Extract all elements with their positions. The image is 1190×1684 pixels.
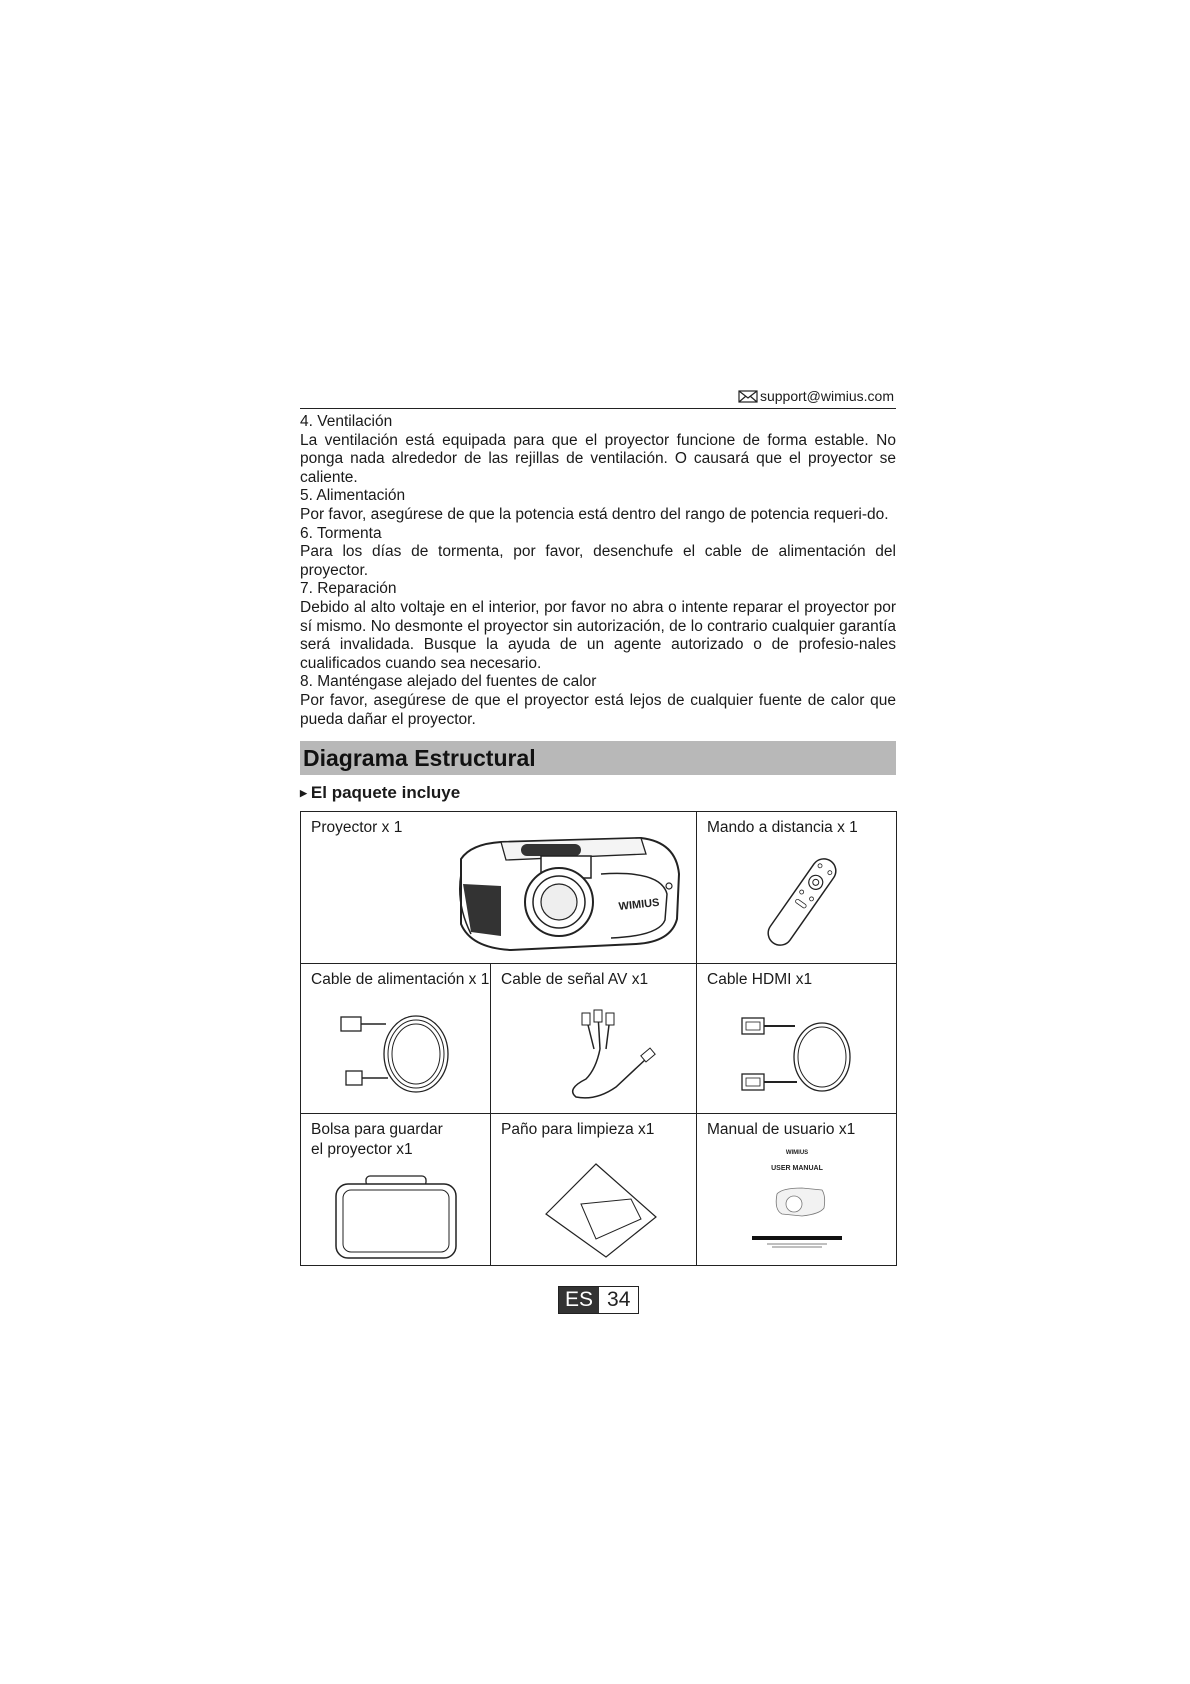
support-email: support@wimius.com [759, 388, 894, 404]
av-cable-illustration [546, 1009, 666, 1104]
remote-label: Mando a distancia x 1 [707, 819, 858, 837]
item-text: La ventilación está equipada para que el proyector funcione de forma estable. No ponga nada alrededor de las rejillas de ventilación. O causará que el proyector se caliente. [300, 431, 896, 486]
package-table [300, 811, 897, 1266]
subheading-text: El paquete incluye [310, 783, 461, 803]
support-contact[interactable] [738, 388, 894, 404]
package-subheading [300, 783, 896, 803]
language-badge: ES [559, 1287, 599, 1313]
item-text: Para los días de tormenta, por favor, desenchufe el cable de alimentación del proyector. [300, 543, 896, 579]
bag-illustration [331, 1174, 461, 1262]
bag-label: Bolsa para guardar el proyector x1 [311, 1121, 443, 1159]
cell-cloth [491, 1114, 697, 1266]
page-header [300, 386, 896, 409]
item-heading: 8. Manténgase alejado del fuentes de calor [300, 673, 597, 691]
cell-manual [697, 1114, 897, 1266]
page-footer [558, 1286, 639, 1314]
item-text: Debido al alto voltaje en el interior, por favor no abra o intente reparar el proyector por sí mismo. No desmonte el proyector sin autorización, de lo contrario cualquier garantía será invalidada. Busque la ayuda de un agente autorizado o de profesio-nales cualificados cuando sea necesario. [300, 598, 896, 672]
hdmi-cable-illustration [737, 1012, 857, 1102]
cell-projector [301, 812, 697, 964]
manual-illustration [722, 1144, 872, 1259]
projector-brand: WIMIUS [618, 896, 661, 914]
cloth-label: Paño para limpieza x1 [501, 1121, 655, 1139]
cloth-illustration [541, 1159, 661, 1259]
manual-brand: WIMIUS [785, 1150, 809, 1157]
triangle-bullet-icon: ▶ [300, 787, 307, 798]
page-number: 34 [599, 1287, 638, 1313]
section-header [300, 741, 896, 775]
manual-label: Manual de usuario x1 [707, 1121, 856, 1139]
cell-hdmi-cable [697, 964, 897, 1114]
manual-page [300, 386, 896, 1266]
remote-illustration [752, 852, 852, 952]
item-heading: 6. Tormenta [300, 524, 382, 542]
item-text: Por favor, asegúrese de que el proyector está lejos de cualquier fuente de calor que pueda dañar el proyector. [300, 691, 896, 728]
item-text: Por favor, asegúrese de que la potencia está dentro del rango de potencia requeri-do. [300, 505, 889, 523]
item-heading: 4. Ventilación [300, 413, 393, 430]
manual-title: USER MANUAL [771, 1165, 823, 1173]
projector-illustration [441, 824, 691, 954]
cell-remote [697, 812, 897, 964]
cell-power-cable [301, 964, 491, 1114]
section-title: Diagrama Estructural [303, 744, 536, 771]
safety-text [300, 413, 896, 729]
power-cable-illustration [336, 1009, 456, 1099]
item-heading: 7. Reparación [300, 580, 397, 598]
cell-av-cable [491, 964, 697, 1114]
av-cable-label: Cable de señal AV x1 [501, 971, 649, 989]
hdmi-cable-label: Cable HDMI x1 [707, 971, 813, 989]
power-cable-label: Cable de alimentación x 1 [311, 971, 490, 989]
cell-bag [301, 1114, 491, 1266]
envelope-icon [738, 390, 758, 403]
item-heading: 5. Alimentación [300, 487, 406, 505]
projector-label: Proyector x 1 [311, 819, 403, 837]
